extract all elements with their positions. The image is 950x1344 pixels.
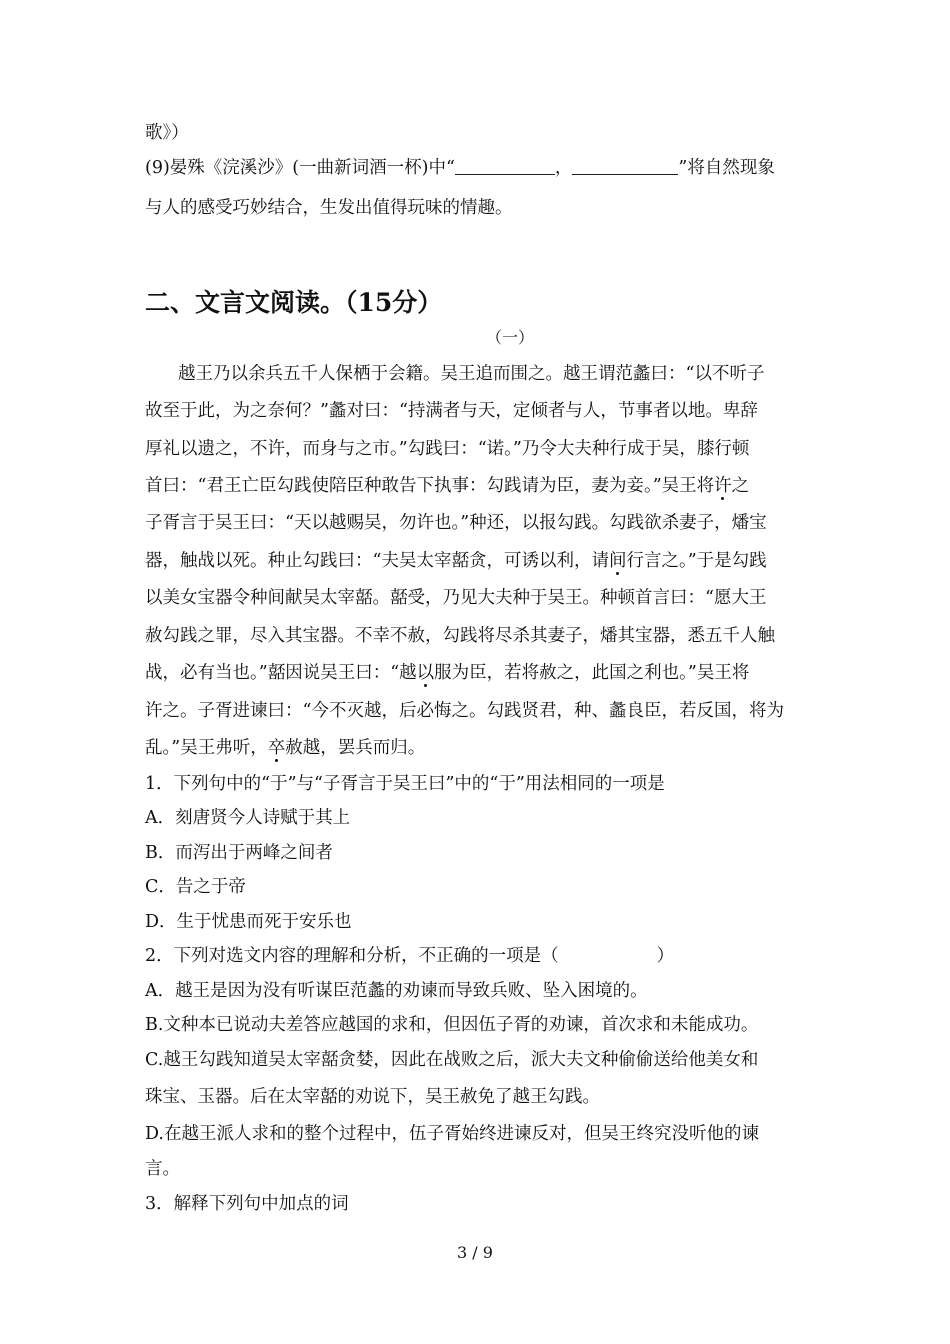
- question-1-option-d: D．生于忧患而死于安乐也: [145, 912, 352, 932]
- text-line-content: 歌》）: [145, 123, 189, 143]
- question-2-text: 2．下列对选文内容的理解和分析，不正确的一项是（: [145, 946, 559, 966]
- passage-line: [145, 736, 815, 760]
- question-2-option-c: C.越王勾践知道吴太宰嚭贪婪，因此在战败之后，派大夫文种偷偷送给他美女和: [145, 1050, 759, 1070]
- passage-line: 子胥言于吴王曰：“天以越赐吴，勿许也。”种还，以报勾践。勾践欲杀妻子，燔宝: [145, 513, 767, 533]
- dotted-word: 卒: [267, 738, 286, 758]
- question-1-option-c: C．告之于帝: [145, 877, 246, 897]
- separator: ，: [554, 158, 573, 178]
- passage-text: 之: [731, 476, 750, 496]
- passage-line: 厚礼以遗之，不许，而身与之市。”勾践曰：“诺。”乃令大夫种行成于吴，膝行顿: [145, 439, 750, 459]
- passage-line: 赦勾践之罪，尽入其宝器。不幸不赦，勾践将尽杀其妻子，燔其宝器，悉五千人触: [145, 626, 775, 646]
- passage-line: 许之。子胥进谏曰：“今不灭越，后必悔之。勾践贤君，种、蠡良臣，若反国，将为: [145, 701, 784, 721]
- answer-blank[interactable]: [572, 156, 678, 175]
- passage-text: 赦越，罢兵而归。: [285, 738, 426, 758]
- section-heading: 二、文言文阅读。（15分）: [145, 288, 443, 317]
- passage-text: 乱。”吴王弗听，: [145, 738, 268, 758]
- passage-line: 以美女宝器令种间献吴太宰嚭。嚭受，乃见大夫种于吴王。种顿首言曰：“愿大王: [145, 588, 767, 608]
- passage-line: [145, 661, 815, 685]
- text-line-content: 与人的感受巧妙结合，生发出值得玩味的情趣。: [145, 198, 513, 218]
- dotted-word: 以: [416, 663, 435, 683]
- text-line: [145, 196, 815, 220]
- passage-text: 行言之。”于是勾践: [626, 551, 767, 571]
- question-1-option-a: A．刻唐贤今人诗赋于其上: [145, 808, 351, 828]
- question-2-text: ）: [656, 946, 675, 966]
- passage-line: [145, 549, 815, 573]
- question-2-option-c-cont: 珠宝、玉器。后在太宰嚭的劝说下，吴王赦免了越王勾践。: [145, 1087, 600, 1107]
- passage-text: 首曰：“君王亡臣勾践使陪臣种敢告下执事：勾践请为臣，妻为妾。”吴王将: [145, 476, 715, 496]
- page-number: 3 / 9: [457, 1243, 493, 1262]
- question-9-text: ”将自然现象: [678, 158, 775, 178]
- text-line: [145, 121, 815, 145]
- question-2-option-a: A．越王是因为没有听谋臣范蠡的劝谏而导致兵败、坠入困境的。: [145, 981, 648, 1001]
- passage-line: 越王乃以余兵五千人保栖于会籍。吴王追而围之。越王谓范蠡曰：“以不听子: [178, 364, 765, 384]
- section-subtitle: （一）: [485, 328, 534, 347]
- question-3: 3．解释下列句中加点的词: [145, 1194, 349, 1214]
- passage-text: 服为臣，若将赦之，此国之利也。”吴王将: [434, 663, 750, 683]
- answer-blank[interactable]: [455, 156, 555, 175]
- question-1: 1．下列句中的“于”与“子胥言于吴王曰”中的“于”用法相同的一项是: [145, 774, 665, 794]
- passage-text: 战，必有当也。”嚭因说吴王曰：“越: [145, 663, 417, 683]
- dotted-word: 许: [714, 476, 732, 496]
- question-2-option-d-cont: 言。: [145, 1159, 180, 1179]
- passage-line: [145, 474, 815, 498]
- question-9: [145, 156, 815, 180]
- question-9-text: (9)晏殊《浣溪沙》(一曲新词酒一杯)中“: [145, 158, 455, 178]
- passage-text: 器，触战以死。种止勾践曰：“夫吴太宰嚭贪，可诱以利，请: [145, 551, 609, 571]
- question-2-option-d: D.在越王派人求和的整个过程中，伍子胥始终进谏反对，但吴王终究没听他的谏: [145, 1124, 759, 1144]
- dotted-word: 间: [608, 551, 627, 571]
- question-1-option-b: B．而泻出于两峰之间者: [145, 843, 333, 863]
- question-2: [145, 944, 815, 968]
- passage-line: 故至于此，为之奈何？”蠡对曰：“持满者与天，定倾者与人，节事者以地。卑辞: [145, 401, 758, 421]
- question-2-option-b: B.文种本已说动夫差答应越国的求和，但因伍子胥的劝谏，首次求和未能成功。: [145, 1015, 759, 1035]
